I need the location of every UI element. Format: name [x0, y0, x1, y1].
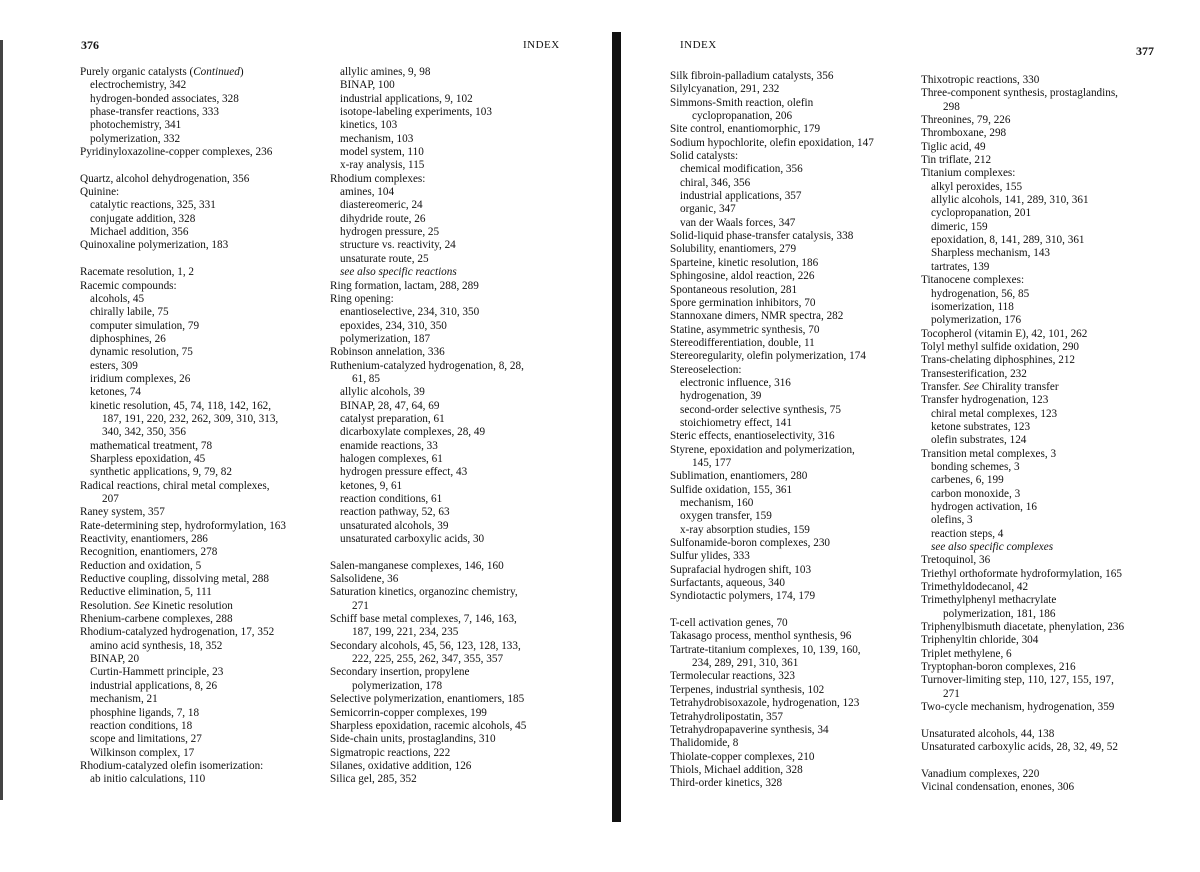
index-entry: Thiolate-copper complexes, 210: [670, 750, 815, 763]
left-page-column-2: [330, 66, 605, 787]
index-subentry: Curtin-Hammett principle, 23: [90, 666, 224, 679]
index-subentry: reaction conditions, 18: [90, 719, 193, 732]
index-entry: Secondary insertion, propylene: [330, 666, 470, 679]
index-entry: Solid-liquid phase-transfer catalysis, 338: [670, 230, 854, 243]
index-subentry: enantioselective, 234, 310, 350: [340, 306, 480, 319]
index-entry: Suprafacial hydrogen shift, 103: [670, 563, 812, 576]
index-subentry: mechanism, 103: [340, 132, 414, 145]
index-entry: Steric effects, enantioselectivity, 316: [670, 430, 835, 443]
index-subentry: 271: [352, 599, 369, 612]
index-subentry: hydrogenation, 39: [680, 390, 762, 403]
index-entry: Sulfur ylides, 333: [670, 550, 750, 563]
left-page-column-1: [80, 66, 330, 787]
index-entry: Sphingosine, aldol reaction, 226: [670, 270, 815, 283]
index-entry: Threonines, 79, 226: [921, 114, 1011, 127]
index-entry: Thalidomide, 8: [670, 737, 739, 750]
index-entry: Sparteine, kinetic resolution, 186: [670, 256, 819, 269]
index-subentry: chirally labile, 75: [90, 306, 169, 319]
index-subentry: 207: [102, 493, 119, 505]
index-subentry: structure vs. reactivity, 24: [340, 239, 456, 252]
index-entry: Spontaneous resolution, 281: [670, 283, 798, 296]
index-entry: Surfactants, aqueous, 340: [670, 577, 785, 590]
index-entry: Tin triflate, 212: [921, 154, 992, 167]
index-subentry: electronic influence, 316: [680, 376, 791, 389]
index-subentry: 187, 191, 220, 232, 262, 309, 310, 313,: [102, 412, 279, 425]
index-entry: Sodium hypochlorite, olefin epoxidation, 147: [670, 136, 874, 149]
index-subentry: 271: [943, 687, 960, 700]
index-subentry: photochemistry, 341: [90, 119, 182, 132]
index-entry: Resolution. See Kinetic resolution: [80, 599, 233, 612]
index-subentry: industrial applications, 8, 26: [90, 679, 218, 692]
index-subentry: cyclopropanation, 201: [931, 207, 1032, 220]
index-subentry: BINAP, 20: [90, 653, 140, 666]
index-entry: Thiols, Michael addition, 328: [670, 763, 803, 776]
index-entry: Thromboxane, 298: [921, 127, 1007, 140]
index-subentry: kinetic resolution, 45, 74, 118, 142, 162,: [90, 399, 272, 412]
index-subentry: second-order selective synthesis, 75: [680, 403, 841, 416]
index-entry: Trans-chelating diphosphines, 212: [921, 354, 1076, 367]
index-entry: Pyridinyloxazoline-copper complexes, 236: [80, 146, 273, 159]
index-entry: Tartrate-titanium complexes, 10, 139, 160,: [670, 643, 861, 656]
index-entry: Silanes, oxidative addition, 126: [330, 759, 472, 772]
index-entry: Titanocene complexes:: [921, 274, 1025, 287]
index-entry: Racemic compounds:: [80, 279, 177, 292]
index-entry: Statine, asymmetric synthesis, 70: [670, 323, 820, 336]
index-subentry: hydrogen pressure, 25: [340, 226, 440, 239]
index-subentry: 61, 85: [352, 372, 380, 385]
right-running-header: INDEX: [680, 39, 717, 51]
index-entry: Transition metal complexes, 3: [921, 447, 1057, 460]
index-entry: Quartz, alcohol dehydrogenation, 356: [80, 172, 250, 185]
index-entry: Tetrahydrobisoxazole, hydrogenation, 123: [670, 697, 860, 710]
index-subentry: polymerization, 181, 186: [943, 607, 1056, 620]
left-running-header: INDEX: [523, 39, 560, 51]
index-entry: Saturation kinetics, organozinc chemistry,: [330, 586, 518, 599]
index-subentry: 222, 225, 255, 262, 347, 355, 357: [352, 653, 504, 666]
gutter-binding: [612, 32, 621, 822]
index-subentry: chiral, 346, 356: [680, 176, 751, 189]
index-subentry: x-ray analysis, 115: [340, 159, 425, 172]
index-entry: Tryptophan-boron complexes, 216: [921, 661, 1076, 674]
index-entry: Rhodium-catalyzed olefin isomerization:: [80, 759, 264, 772]
index-subentry: alcohols, 45: [90, 292, 145, 305]
index-subentry: industrial applications, 357: [680, 190, 802, 203]
index-entry: Site control, enantiomorphic, 179: [670, 123, 821, 136]
index-entry: Vicinal condensation, enones, 306: [921, 781, 1075, 794]
index-entry: Triphenyltin chloride, 304: [921, 634, 1039, 647]
index-subentry: tartrates, 139: [931, 260, 990, 273]
index-entry: Styrene, epoxidation and polymerization,: [670, 443, 855, 456]
index-entry: Trimethyldodecanol, 42: [921, 581, 1029, 594]
index-entry: Salsolidene, 36: [330, 573, 399, 586]
index-subentry: alkyl peroxides, 155: [931, 180, 1023, 193]
index-subentry: unsaturate route, 25: [340, 252, 429, 265]
index-subentry: oxygen transfer, 159: [680, 510, 772, 523]
index-entry: Transfer hydrogenation, 123: [921, 394, 1049, 407]
right-page-column-1: [670, 70, 920, 791]
index-subentry: isotope-labeling experiments, 103: [340, 106, 492, 119]
index-entry: Stereoregularity, olefin polymerization, 174: [670, 350, 866, 363]
index-subentry: epoxidation, 8, 141, 289, 310, 361: [931, 234, 1085, 247]
index-subentry: 187, 199, 221, 234, 235: [352, 626, 459, 639]
index-subentry: unsaturated carboxylic acids, 30: [340, 533, 485, 546]
index-entry: Tetrahydrolipostatin, 357: [670, 710, 783, 723]
index-entry: Purely organic catalysts (Continued): [80, 66, 244, 78]
index-subentry: allylic amines, 9, 98: [340, 66, 431, 78]
index-subentry: polymerization, 187: [340, 332, 431, 345]
index-subentry: phosphine ligands, 7, 18: [90, 706, 200, 719]
index-entry: Reductive elimination, 5, 111: [80, 586, 212, 599]
index-subentry: dihydride route, 26: [340, 212, 426, 225]
index-entry: Reactivity, enantiomers, 286: [80, 533, 208, 546]
index-entry: Quinine:: [80, 186, 120, 199]
index-subentry: stoichiometry effect, 141: [680, 416, 792, 429]
index-entry: T-cell activation genes, 70: [670, 617, 788, 630]
index-subentry: dimeric, 159: [931, 220, 988, 233]
index-subentry: unsaturated alcohols, 39: [340, 519, 449, 532]
index-subentry: esters, 309: [90, 359, 138, 372]
index-subentry: dicarboxylate complexes, 28, 49: [340, 426, 486, 439]
index-subentry: amino acid synthesis, 18, 352: [90, 639, 223, 652]
index-entry: Thixotropic reactions, 330: [921, 74, 1040, 86]
index-subentry: see also specific complexes: [931, 541, 1054, 554]
index-entry: Takasago process, menthol synthesis, 96: [670, 630, 852, 643]
index-entry: Two-cycle mechanism, hydrogenation, 359: [921, 701, 1115, 714]
index-subentry: mathematical treatment, 78: [90, 439, 213, 452]
index-entry: Syndiotactic polymers, 174, 179: [670, 590, 816, 603]
index-subentry: diphosphines, 26: [90, 332, 166, 345]
index-entry: Racemate resolution, 1, 2: [80, 266, 195, 279]
index-subentry: catalytic reactions, 325, 331: [90, 199, 216, 212]
index-subentry: reaction pathway, 52, 63: [340, 506, 450, 519]
index-subentry: synthetic applications, 9, 79, 82: [90, 466, 232, 479]
index-subentry: model system, 110: [340, 146, 424, 159]
index-entry: Ring formation, lactam, 288, 289: [330, 279, 479, 292]
index-subentry: 234, 289, 291, 310, 361: [692, 657, 799, 670]
index-subentry: scope and limitations, 27: [90, 733, 202, 746]
index-subentry: enamide reactions, 33: [340, 439, 438, 452]
index-entry: Triphenylbismuth diacetate, phenylation, 236: [921, 621, 1125, 634]
index-entry: Terpenes, industrial synthesis, 102: [670, 683, 825, 696]
index-subentry: cyclopropanation, 206: [692, 110, 793, 123]
index-subentry: ketones, 9, 61: [340, 479, 403, 492]
index-subentry: reaction conditions, 61: [340, 493, 443, 505]
letter-group-gap: [80, 159, 330, 172]
index-subentry: 145, 177: [692, 456, 732, 469]
right-page-column-2: [921, 74, 1181, 795]
index-subentry: hydrogen activation, 16: [931, 501, 1037, 513]
index-entry: Transfer. See Chirality transfer: [921, 380, 1059, 393]
index-entry: Sulfonamide-boron complexes, 230: [670, 537, 831, 550]
letter-group-gap: [921, 755, 1181, 768]
index-subentry: catalyst preparation, 61: [340, 412, 445, 425]
index-subentry: hydrogen pressure effect, 43: [340, 466, 468, 479]
index-entry: Ruthenium-catalyzed hydrogenation, 8, 28,: [330, 359, 524, 372]
index-subentry: van der Waals forces, 347: [680, 216, 796, 229]
index-entry: Quinoxaline polymerization, 183: [80, 239, 229, 252]
letter-group-gap: [921, 715, 1181, 728]
index-subentry: olefins, 3: [931, 514, 973, 527]
index-subentry: mechanism, 160: [680, 497, 754, 509]
index-entry: Tetrahydropapaverine synthesis, 34: [670, 723, 829, 736]
index-subentry: polymerization, 176: [931, 314, 1022, 327]
index-entry: Turnover-limiting step, 110, 127, 155, 197,: [921, 674, 1114, 687]
index-subentry: isomerization, 118: [931, 300, 1014, 313]
index-entry: Selective polymerization, enantiomers, 185: [330, 693, 525, 706]
index-subentry: BINAP, 100: [340, 79, 395, 92]
index-subentry: diastereomeric, 24: [340, 199, 423, 212]
index-subentry: ketones, 74: [90, 386, 141, 399]
index-entry: Triethyl orthoformate hydroformylation, 165: [921, 567, 1122, 580]
index-subentry: bonding schemes, 3: [931, 460, 1020, 473]
index-subentry: kinetics, 103: [340, 119, 398, 132]
index-entry: Solid catalysts:: [670, 150, 739, 163]
index-subentry: epoxides, 234, 310, 350: [340, 319, 447, 332]
index-entry: Simmons-Smith reaction, olefin: [670, 96, 814, 109]
letter-group-gap: [80, 253, 330, 266]
index-entry: Stannoxane dimers, NMR spectra, 282: [670, 310, 844, 323]
index-subentry: amines, 104: [340, 186, 395, 199]
index-entry: Silylcyanation, 291, 232: [670, 83, 780, 96]
index-entry: Rhodium complexes:: [330, 172, 426, 185]
index-subentry: organic, 347: [680, 203, 736, 216]
index-entry: Robinson annelation, 336: [330, 346, 445, 359]
index-subentry: 298: [943, 100, 960, 113]
index-entry: Unsaturated alcohols, 44, 138: [921, 727, 1055, 740]
index-entry: Silica gel, 285, 352: [330, 773, 417, 786]
index-subentry: Sharpless epoxidation, 45: [90, 452, 206, 465]
index-subentry: see also specific reactions: [340, 266, 457, 279]
index-subentry: chemical modification, 356: [680, 163, 803, 176]
index-entry: Unsaturated carboxylic acids, 28, 32, 49, 52: [921, 741, 1118, 754]
index-entry: Reductive coupling, dissolving metal, 288: [80, 573, 269, 586]
index-subentry: hydrogen-bonded associates, 328: [90, 92, 239, 105]
index-subentry: phase-transfer reactions, 333: [90, 106, 219, 119]
index-entry: Tolyl methyl sulfide oxidation, 290: [921, 340, 1080, 353]
index-subentry: chiral metal complexes, 123: [931, 407, 1058, 420]
index-entry: Side-chain units, prostaglandins, 310: [330, 733, 496, 746]
index-subentry: hydrogenation, 56, 85: [931, 287, 1030, 300]
index-entry: Rhodium-catalyzed hydrogenation, 17, 352: [80, 626, 275, 639]
index-entry: Tiglic acid, 49: [921, 140, 986, 153]
index-entry: Tocopherol (vitamin E), 42, 101, 262: [921, 327, 1088, 340]
index-entry: Sigmatropic reactions, 222: [330, 746, 451, 759]
index-subentry: conjugate addition, 328: [90, 212, 196, 225]
index-entry: Sulfide oxidation, 155, 361: [670, 483, 793, 496]
index-entry: Termolecular reactions, 323: [670, 670, 796, 683]
index-entry: Rate-determining step, hydroformylation, 163: [80, 519, 286, 532]
index-entry: Triplet methylene, 6: [921, 647, 1012, 660]
index-subentry: polymerization, 178: [352, 679, 443, 692]
index-entry: Radical reactions, chiral metal complexes,: [80, 479, 270, 492]
index-subentry: carbenes, 6, 199: [931, 474, 1004, 487]
index-entry: Secondary alcohols, 45, 56, 123, 128, 133,: [330, 639, 521, 652]
index-subentry: reaction steps, 4: [931, 527, 1004, 540]
index-entry: Solubility, enantiomers, 279: [670, 243, 797, 256]
index-entry: Spore germination inhibitors, 70: [670, 296, 816, 309]
letter-group-gap: [330, 546, 605, 559]
index-entry: Rhenium-carbene complexes, 288: [80, 613, 233, 626]
index-entry: Semicorrin-copper complexes, 199: [330, 706, 487, 719]
index-subentry: iridium complexes, 26: [90, 372, 191, 385]
index-subentry: polymerization, 332: [90, 132, 181, 145]
index-subentry: Sharpless mechanism, 143: [931, 247, 1051, 260]
letter-group-gap: [670, 604, 920, 617]
index-subentry: mechanism, 21: [90, 693, 158, 706]
index-subentry: dynamic resolution, 75: [90, 346, 193, 359]
index-subentry: Michael addition, 356: [90, 226, 189, 239]
index-subentry: computer simulation, 79: [90, 319, 200, 332]
index-entry: Tretoquinol, 36: [921, 554, 991, 567]
index-entry: Sharpless epoxidation, racemic alcohols, 45: [330, 719, 527, 732]
index-entry: Stereoselection:: [670, 363, 742, 376]
index-entry: Sublimation, enantiomers, 280: [670, 470, 808, 483]
left-page-number: 376: [81, 38, 99, 52]
index-subentry: allylic alcohols, 39: [340, 386, 425, 399]
index-subentry: 340, 342, 350, 356: [102, 426, 186, 439]
index-entry: Transesterification, 232: [921, 367, 1027, 380]
right-page-number: 377: [1136, 44, 1154, 58]
index-entry: Three-component synthesis, prostaglandins,: [921, 87, 1118, 100]
index-subentry: carbon monoxide, 3: [931, 487, 1021, 500]
index-entry: Schiff base metal complexes, 7, 146, 163,: [330, 613, 517, 626]
index-entry: Raney system, 357: [80, 506, 165, 519]
index-entry: Trimethylphenyl methacrylate: [921, 594, 1057, 607]
index-entry: Stereodifferentiation, double, 11: [670, 336, 815, 349]
page-edge-shadow: [0, 40, 3, 800]
index-entry: Recognition, enantiomers, 278: [80, 546, 218, 559]
index-subentry: halogen complexes, 61: [340, 452, 443, 465]
index-entry: Third-order kinetics, 328: [670, 777, 783, 790]
index-entry: Titanium complexes:: [921, 167, 1016, 180]
index-subentry: olefin substrates, 124: [931, 434, 1027, 447]
index-subentry: x-ray absorption studies, 159: [680, 523, 810, 536]
index-subentry: electrochemistry, 342: [90, 79, 187, 92]
index-subentry: industrial applications, 9, 102: [340, 92, 473, 105]
index-entry: Salen-manganese complexes, 146, 160: [330, 559, 504, 572]
index-entry: Vanadium complexes, 220: [921, 767, 1040, 780]
index-entry: Ring opening:: [330, 292, 394, 305]
index-subentry: BINAP, 28, 47, 64, 69: [340, 399, 440, 412]
index-entry: Silk fibroin-palladium catalysts, 356: [670, 70, 834, 82]
index-subentry: ketone substrates, 123: [931, 420, 1031, 433]
index-subentry: Wilkinson complex, 17: [90, 746, 195, 759]
index-subentry: ab initio calculations, 110: [90, 773, 206, 786]
index-entry: Reduction and oxidation, 5: [80, 559, 202, 572]
index-subentry: allylic alcohols, 141, 289, 310, 361: [931, 194, 1089, 207]
